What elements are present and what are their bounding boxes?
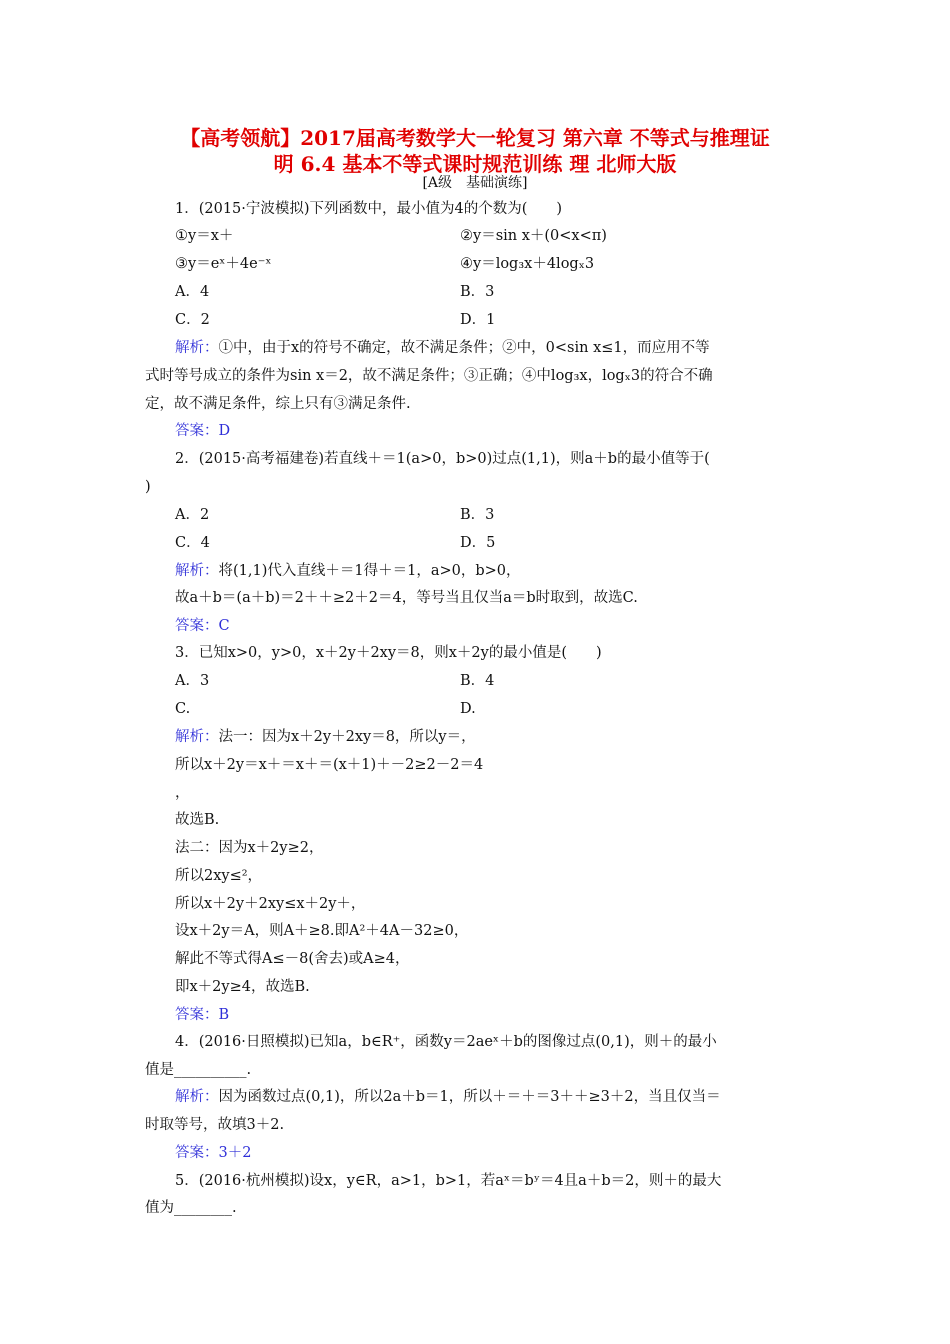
question-5-stem-cont: 值为________. (145, 1200, 237, 1216)
analysis-text: 因为函数过点(0,1)，所以2a＋b＝1，所以＋＝＋＝3＋＋≥3＋2，当且仅当＝ (218, 1089, 721, 1105)
q3-analysis-line2: 所以x＋2y＝x＋＝x＋＝(x＋1)＋－2≥2－2＝4 (175, 757, 484, 773)
analysis-text: ①中，由于x的符号不确定，故不满足条件；②中，0<sin x≤1，而应用不等 (218, 340, 710, 356)
analysis-label: 解析： (175, 729, 219, 745)
q3-choice-b: B．4 (460, 673, 495, 689)
q2-choice-a: A．2 (175, 507, 210, 523)
q3-analysis-line8: 设x＋2y＝A，则A＋≥8.即A²＋4A－32≥0， (175, 923, 469, 939)
q3-analysis-line6: 所以2xy≤²， (175, 868, 263, 884)
q1-choice-d: D．1 (460, 312, 496, 328)
q3-choice-d: D. (460, 701, 476, 717)
document-title-line2: 明 6.4 基本不等式课时规范训练 理 北师大版 (273, 152, 677, 176)
q1-analysis-line3: 定，故不满足条件，综上只有③满足条件. (145, 396, 411, 412)
document-title-line1: 【高考领航】2017届高考数学大一轮复习 第六章 不等式与推理证 (180, 126, 770, 150)
q1-choice-b: B．3 (460, 284, 495, 300)
q3-analysis-line4: 故选B. (175, 812, 220, 828)
q1-option-1: ①y＝x＋ (175, 228, 234, 244)
q3-analysis-line9: 解此不等式得A≤－8(舍去)或A≥4， (175, 951, 410, 967)
q3-analysis-line7: 所以x＋2y＋2xy≤x＋2y＋， (175, 896, 366, 912)
q1-option-2: ②y＝sin x＋(0<x<π) (460, 228, 607, 244)
q1-answer: 答案：D (175, 423, 231, 439)
q2-choice-c: C．4 (175, 535, 210, 551)
q4-analysis-line1 (175, 1087, 721, 1107)
analysis-label: 解析： (175, 1089, 219, 1105)
q1-choice-a: A．4 (175, 284, 210, 300)
question-4-stem-cont: 值是__________. (145, 1062, 252, 1078)
q2-choice-d: D．5 (460, 535, 496, 551)
q1-analysis-line2: 式时等号成立的条件为sin x＝2，故不满足条件；③正确；④中log₃x，logₓ3的符合不确 (145, 368, 713, 384)
analysis-label: 解析： (175, 340, 219, 356)
analysis-label: 解析： (175, 563, 219, 579)
q1-analysis-line1 (175, 338, 710, 358)
q2-answer: 答案：C (175, 618, 230, 634)
q4-analysis-line2: 时取等号，故填3＋2. (145, 1117, 285, 1133)
question-2-stem: 2．(2015·高考福建卷)若直线＋＝1(a>0，b>0)过点(1,1)，则a＋b的最小值等于( (175, 451, 710, 467)
section-heading: [A级 基础演练] (422, 175, 528, 191)
q3-choice-c: C. (175, 701, 191, 717)
q2-analysis-line2: 故a＋b＝(a＋b)＝2＋＋≥2＋2＝4，等号当且仅当a＝b时取到，故选C. (175, 590, 638, 606)
question-1-stem: 1．(2015·宁波模拟)下列函数中，最小值为4的个数为( ) (175, 201, 563, 217)
question-5-stem: 5．(2016·杭州模拟)设x，y∈R，a>1，b>1，若aˣ＝bʸ＝4且a＋b＝2，则＋的最大 (175, 1173, 722, 1189)
question-3-stem: 3．已知x>0，y>0，x＋2y＋2xy＝8，则x＋2y的最小值是( ) (175, 645, 602, 661)
q1-option-3: ③y＝eˣ＋4e⁻ˣ (175, 256, 272, 272)
q4-answer: 答案：3＋2 (175, 1145, 252, 1161)
analysis-text: 法一：因为x＋2y＋2xy＝8，所以y＝， (218, 729, 476, 745)
question-2-stem-cont: ) (145, 479, 151, 495)
q3-answer: 答案：B (175, 1007, 230, 1023)
q2-analysis-line1 (175, 561, 521, 581)
question-4-stem: 4．(2016·日照模拟)已知a，b∈R⁺，函数y＝2aeˣ＋b的图像过点(0,1)，则＋的最小 (175, 1034, 717, 1050)
q1-option-4: ④y＝log₃x＋4logₓ3 (460, 256, 595, 272)
q3-analysis-line5: 法二：因为x＋2y≥2， (175, 840, 324, 856)
q1-choice-c: C．2 (175, 312, 210, 328)
q3-analysis-line10: 即x＋2y≥4，故选B. (175, 979, 310, 995)
analysis-text: 将(1,1)代入直线＋＝1得＋＝1，a>0，b>0， (218, 563, 521, 579)
q3-choice-a: A．3 (175, 673, 210, 689)
q3-analysis-line3: ， (175, 785, 190, 801)
q2-choice-b: B．3 (460, 507, 495, 523)
q3-analysis-line1 (175, 727, 476, 747)
